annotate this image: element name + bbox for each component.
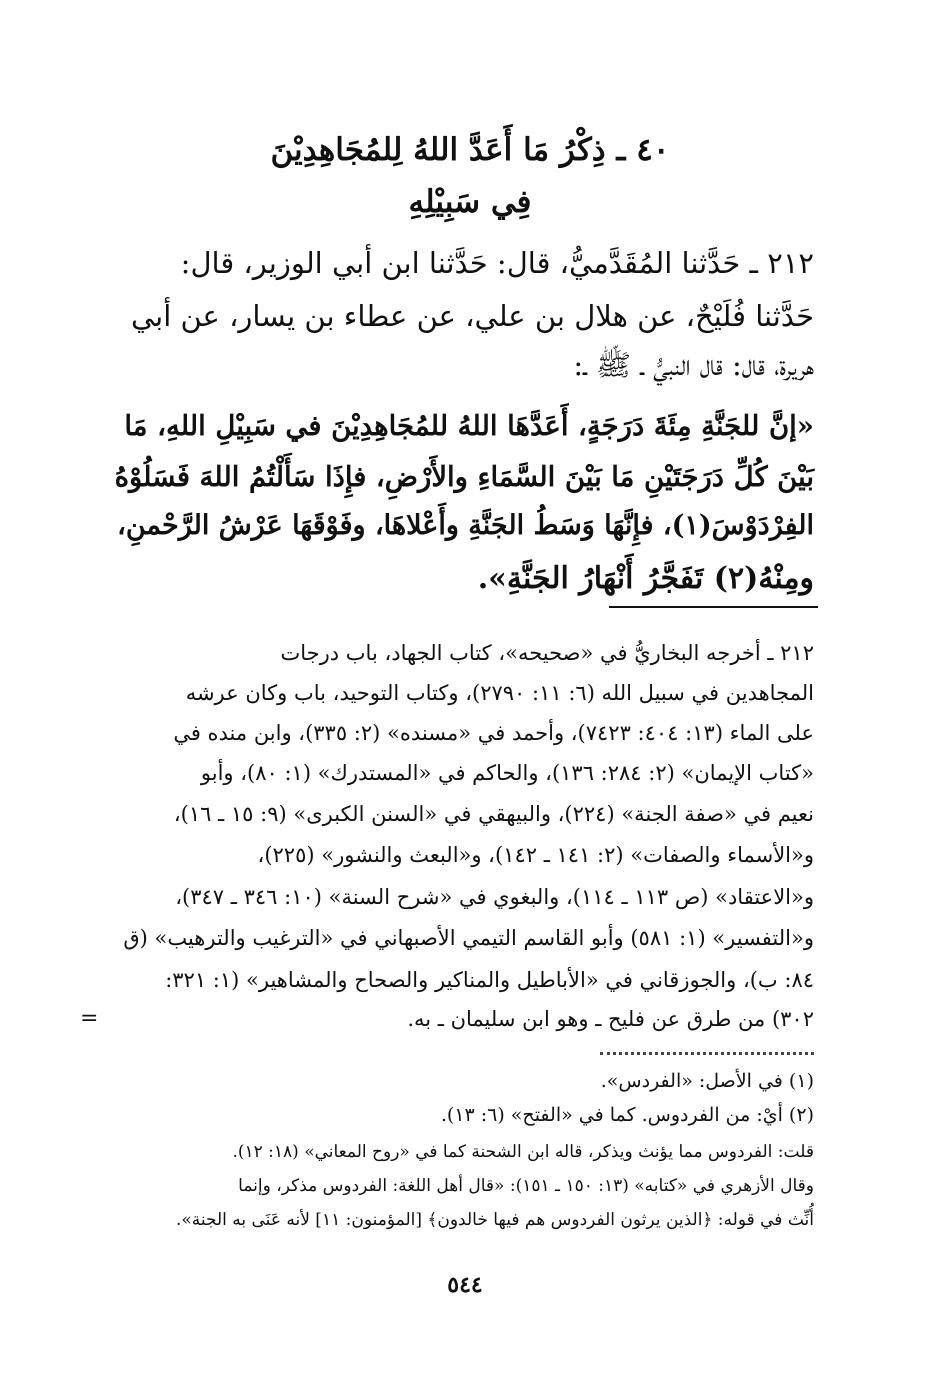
hadith-line: ومِنْهُ(٢) تَفَجَّرُ أَنْهَارُ الجَنَّةِ».: [477, 561, 814, 596]
note-line: وقال الأزهري في «كتابه» (١٣: ١٥٠ ـ ١٥١): «قال أهل اللغة: الفردوس مذكر، وإنما: [238, 1176, 814, 1196]
footnote-line: (٢) أيْ: من الفردوس. كما في «الفتح» (٦: ١٣).: [440, 1104, 814, 1126]
note-line: أُنِّث في قوله: ﴿الذين يرثون الفردوس هم فيها خالدون﴾ [المؤمنون: ١١] لأنه عَنَى به الجنة».: [175, 1210, 814, 1230]
takhrij-line: «كتاب الإيمان» (٢: ٢٨٤: ١٣٦)، والحاكم في «المستدرك» (١: ٨٠)، وأبو: [200, 761, 814, 785]
continuation-mark: =: [80, 1006, 99, 1031]
takhrij-line: و«الأسماء والصفات» (٢: ١٤١ ـ ١٤٢)، و«البعث والنشور» (٢٢٥)،: [257, 843, 814, 867]
takhrij-line: ٢١٢ ـ أخرجه البخاريُّ في «صحيحه»، كتاب الجهاد، باب درجات: [280, 641, 814, 665]
narration-line: هريرة، قال: قال النبيُّ ـ ﷺ ـ:: [573, 348, 814, 382]
narration-line: حَدَّثنا فُلَيْحٌ، عن هلال بن علي، عن عطاء بن يسار، عن أبي: [130, 299, 814, 333]
note-line: قلت: الفردوس مما يؤنث ويذكر، قاله ابن الشحنة كما في «روح المعاني» (١٨: ١٢).: [232, 1142, 814, 1162]
chapter-heading: ٤٠ ـ ذِكْرُ مَا أَعَدَّ اللهُ لِلمُجَاهِدِيْنَ: [270, 132, 670, 168]
takhrij-line: المجاهدين في سبيل الله (٦: ١١: ٢٧٩٠)، وكتاب التوحيد، باب وكان عرشه: [185, 681, 814, 705]
takhrij-line: و«التفسير» (١: ٥٨١) وأبو القاسم التيمي الأصبهاني في «الترغيب والترهيب» (ق: [123, 926, 814, 950]
takhrij-line: ٣٠٢) من طرق عن فليح ـ وهو ابن سليمان ـ به.: [407, 1007, 814, 1031]
chapter-heading-continued: فِي سَبِيْلِهِ: [408, 184, 532, 220]
takhrij-line: ٨٤: ب)، والجوزقاني في «الأباطيل والمناكير والصحاح والمشاهير» (١: ٣٢١:: [165, 968, 814, 992]
footnote-separator: [600, 1052, 814, 1055]
hadith-line: بَيْنَ كُلِّ دَرَجَتَيْنِ مَا بَيْنَ السَّمَاءِ والأَرْضِ، فإِذَا سَأَلْتُمُ اللهَ فَسَلُوْهُ: [114, 461, 814, 493]
takhrij-line: و«الاعتقاد» (ص ١١٣ ـ ١١٤)، والبغوي في «شرح السنة» (١٠: ٣٤٦ ـ ٣٤٧)،: [175, 885, 814, 909]
hadith-line: «إنَّ للجَنَّةِ مِئَةَ دَرَجَةٍ، أَعَدَّهَا اللهُ للمُجَاهِدِيْنَ في سَبِيْلِ اللهِ، مَا: [124, 410, 814, 442]
page-number: ٥٤٤: [447, 1272, 483, 1298]
hadith-line: الفِرْدَوْسَ(١)، فإِنَّهَا وَسَطُ الجَنَّةِ وأَعْلاهَا، وفَوْقَهَا عَرْشُ الرَّحْمنِ،: [117, 510, 814, 541]
footnote-line: (١) في الأصل: «الفردس».: [600, 1070, 814, 1092]
takhrij-line: نعيم في «صفة الجنة» (٢٢٤)، والبيهقي في «السنن الكبرى» (٩: ١٥ ـ ١٦)،: [173, 802, 814, 826]
footnote-divider: [609, 606, 818, 608]
takhrij-line: على الماء (١٣: ٤٠٤: ٧٤٢٣)، وأحمد في «مسنده» (٢: ٣٣٥)، وابن منده في: [173, 721, 814, 745]
narration-line: ٢١٢ ـ حَدَّثنا المُقَدَّميُّ، قال: حَدَّثنا ابن أبي الوزير، قال:: [180, 246, 814, 280]
